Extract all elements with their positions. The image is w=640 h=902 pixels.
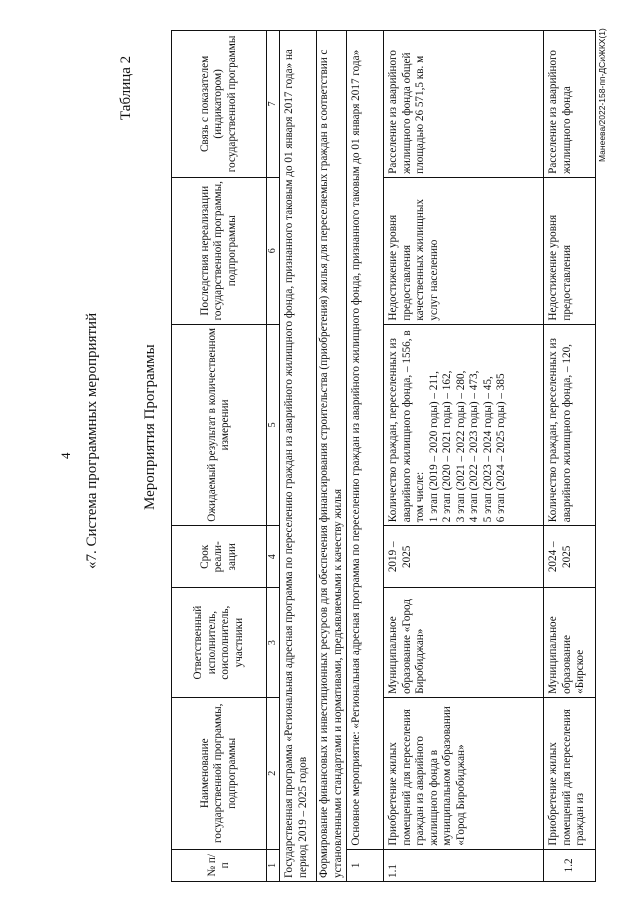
header-cell: Срок реали-зации: [172, 526, 267, 588]
result-line: Количество граждан, переселенных из аварийного жилищного фонда, – 1556, в том числе:: [387, 330, 426, 523]
header-cell: Ответственный исполнитель, соисполнитель, участники: [172, 588, 267, 697]
table-title: Мероприятия Программы: [142, 344, 158, 510]
result-line: 3 этап (2021 – 2022 годы) – 280,: [454, 370, 467, 523]
header-cell: Наименование государственной программы, подпрограммы: [172, 697, 267, 849]
program-cell: Государственная программа «Региональная адресная программа по переселению граждан из аварийного жилищного фонда, признанного таковым до 01 января 2017 года» на период 2019 – 2025 годов: [280, 31, 317, 882]
table-row: [384, 31, 544, 882]
result-line: 6 этап (2024 – 2025 годы) – 385: [495, 373, 507, 523]
row-indicator: Расселение из аварийного жилищного фонда: [544, 31, 596, 178]
row-result: [544, 324, 596, 526]
result-line: 5 этап (2023 – 2024 годы) – 45,: [481, 376, 494, 523]
main-event-cell: Основное мероприятие: «Региональная адресная программа по переселению граждан из аварийного жилищного фонда, признанного таковым до 01 января 2017 года»: [347, 31, 384, 850]
row-period: 2024 – 2025: [544, 526, 596, 588]
task-row: [317, 31, 347, 882]
row-name: Приобретение жилых помещений для переселения граждан из: [544, 697, 596, 849]
program-row: [280, 31, 317, 882]
row-period: 2019 – 2025: [384, 526, 544, 588]
header-row: [172, 31, 267, 882]
table-row: [544, 31, 596, 882]
table-label: Таблица 2: [118, 55, 134, 120]
result-line: 4 этап (2022 – 2023 годы) – 473,: [468, 370, 480, 523]
row-indicator: Расселение из аварийного жилищного фонда общей площадью 26 571,5 кв. м: [384, 31, 544, 178]
row-number: 1: [347, 849, 384, 881]
row-executor: Муниципальное образование «Город Биробиджан»: [384, 588, 544, 697]
column-number-row: [267, 31, 280, 882]
events-table: [171, 30, 596, 882]
row-consequence: Недостижение уровня предоставления качественных жилищных услуг населению: [384, 177, 544, 324]
header-cell: Связь с показателем (индикатором) государственной программы: [172, 31, 267, 178]
column-number: 2: [267, 697, 280, 849]
row-number: 1.1: [384, 849, 544, 881]
task-cell: Формирование финансовых и инвестиционных ресурсов для обеспечения финансирования строительства (приобретения) жилья для переселяемых граждан в соответствии с установленными стандартами и нормативами, предъявляемыми к качеству жилья: [317, 31, 347, 882]
document-code: Манеева/2022-158-пп-ДСиЖКХ(1): [597, 28, 607, 162]
row-executor: Муниципальное образование «Бирское: [544, 588, 596, 697]
column-number: 4: [267, 526, 280, 588]
column-number: 5: [267, 324, 280, 526]
section-title: «7. Система программных мероприятий: [84, 312, 100, 569]
header-cell: № п/п: [172, 849, 267, 881]
row-name: Приобретение жилых помещений для переселения граждан из аварийного жилищного фонда в муниципальном образовании «Город Биробиджан»: [384, 697, 544, 849]
result-line: 2 этап (2020 – 2021 годы) – 162,: [441, 370, 453, 523]
result-line: 1 этап (2019 – 2020 годы) – 211,: [427, 371, 440, 523]
header-cell: Ожидаемый результат в количественном измерении: [172, 324, 267, 526]
row-consequence: Недостижение уровня предоставления: [544, 177, 596, 324]
page-number: 4: [58, 452, 73, 459]
column-number: 7: [267, 31, 280, 178]
column-number: 1: [267, 849, 280, 881]
main-event-row: [347, 31, 384, 882]
header-cell: Последствия нереализации государственной программы, подпрограммы: [172, 177, 267, 324]
result-line: Количество граждан, переселенных из аварийного жилищного фонда, – 120,: [547, 338, 573, 523]
row-result: [384, 324, 544, 526]
row-number: 1.2: [544, 849, 596, 881]
column-number: 3: [267, 588, 280, 697]
column-number: 6: [267, 177, 280, 324]
